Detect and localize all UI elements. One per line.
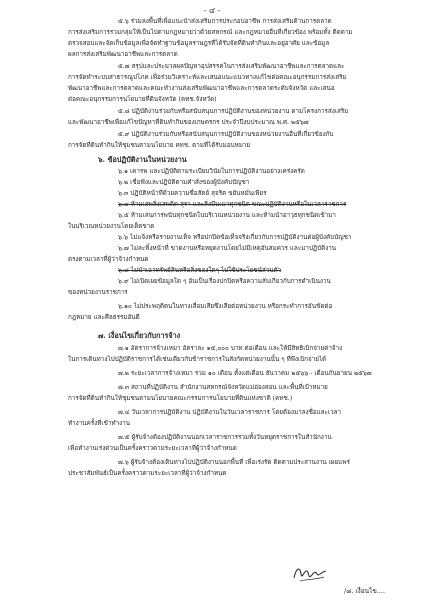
item-5-7-line-3: พัฒนาอาชีพและการตลาดและคณะทำงานส่งเสริมพัฒนาอาชีพและการตลาดระดับจังหวัด และเสนอ — [68, 85, 335, 92]
continued-note: /๘. เงื่อนไข.... — [344, 587, 386, 595]
item-7-5-line-1: ๗.๕ ผู้รับจ้างต้องปฏิบัติงานนอกเวลาราชการรวมทั้งวันหยุดราชการในสำนักงาน — [118, 434, 332, 441]
item-6-4: ๖.๔ ห้ามเสพสิ่งเสพติด สุรา และสิ่งมึนเมาทุกชนิด ขณะปฏิบัติงานหรือในเวลาราชการ — [118, 201, 347, 208]
item-7-4-line-1: ๗.๔ วันเวลาการปฏิบัติงาน ปฏิบัติงานในวันเวลาราชการ โดยต้องมาลงชื่อและเวลา — [118, 409, 342, 416]
item-7-6-line-1: ๗.๖ ผู้รับจ้างต้องเดินทางไปปฏิบัติงานนอกพื้นที่ เพื่อเร่งรัด ติดตามประสานงาน เผยแพร่ — [118, 459, 350, 466]
item-7-3-line-1: ๗.๓ สถานที่ปฏิบัติงาน สำนักงานสหกรณ์จังหวัดแม่ฮ่องสอน และพื้นที่เป้าหมาย — [118, 384, 328, 391]
page-number: - ๔ - — [203, 6, 221, 15]
item-5-6-line-4: ผลการส่งเสริมพัฒนาอาชีพและการตลาด — [68, 51, 178, 58]
item-7-4-line-2: ทำงานครั้งที่เข้าทำงาน — [68, 420, 131, 427]
signature — [290, 562, 330, 586]
item-6-5-line-2: ในบริเวณหน่วยงานโดยเด็ดขาด — [68, 223, 155, 230]
item-5-7-line-1: ๕.๗ สรุปและประมวลผลปัญหาอุปสรรคในการส่งเสริมพัฒนาอาชีพและการตลาดและ — [118, 63, 345, 70]
section-6-heading: ๖. ข้อปฏิบัติงานในหน่วยงาน — [98, 155, 187, 164]
item-6-7-line-1: ๖.๗ ไม่ละทิ้งหน้าที่ ขาดงานหรือหยุดงานโดยไม่มีเหตุอันสมควร และมาปฏิบัติงาน — [118, 245, 337, 252]
item-6-2: ๖.๒ เชื่อฟังและปฏิบัติตามคำสั่งของผู้บังคับบัญชา — [118, 179, 250, 186]
item-7-1-line-2: ในการเดินทางไปปฏิบัติราชการได้เช่นเดียวกับข้าราชการในสังกัดหน่วยงานนั้น ๆ ที่พึงเบิกจ่ายได้ — [68, 356, 327, 363]
item-7-2: ๗.๒ ระยะเวลาการจ้างเหมา รวม ๑๐ เดือน ตั้งแต่เดือน ธันวาคม ๒๕๖๖ - เดือนกันยายน ๒๕๖๗ — [118, 370, 372, 377]
item-6-10-line-1: ๖.๑๐ ไม่ประพฤติตนในทางเสื่อมเสียซึ่งเสียต่อหน่วยงาน หรือกระทำการอันขัดต่อ — [118, 303, 333, 310]
item-7-5-line-2: เพื่อทำงานเร่งด่วนเป็นครั้งคราวตามระยะเวลาที่ผู้ว่าจ้างกำหนด — [68, 445, 237, 452]
item-6-9-line-1: ๖.๙ ไม่เปิดเผยข้อมูลใด ๆ อันเป็นเรื่องปกปิดหรือความลับเกี่ยวกับการดำเนินงาน — [118, 278, 331, 285]
item-6-10-line-2: กฎหมาย และศีลธรรมอันดี — [68, 314, 140, 321]
item-5-6-line-3: ตรวจสอบและจัดเก็บข้อมูลเพื่อจัดทำฐานข้อมูลราษฎรที่ได้รับจัดที่ดินทำกินและอยู่อาศัย และข้อมูล — [68, 40, 330, 47]
item-7-3-line-2: การจัดที่ดินทำกินให้ชุมชนตามนโยบายคณะกรรมการนโยบายที่ดินแห่งชาติ (คทช.) — [68, 395, 293, 402]
item-5-9-line-2: การจัดที่ดินทำกินให้ชุมชนตามนโยบาย คทช. ตามที่ได้รับมอบหมาย — [68, 142, 251, 149]
section-7-heading: ๗. เงื่อนไขเกี่ยวกับการจ้าง — [98, 331, 181, 340]
item-6-1: ๖.๑ เคารพ และปฏิบัติตามระเบียบวินัยในการปฏิบัติงานอย่างเคร่งครัด — [118, 168, 305, 175]
item-5-6-line-1: ๕.๖ ร่วมลงพื้นที่เพื่อแนะนำส่งเสริมการประกอบอาชีพ การส่งเสริมด้านการตลาด — [118, 18, 332, 25]
item-5-7-line-4: ต่อคณะอนุกรรมการนโยบายที่ดินจังหวัด (คทช.จังหวัด) — [68, 96, 217, 103]
item-6-3: ๖.๓ ปฏิบัติหน้าที่ด้วยความซื่อสัตย์ สุจริต ขยันหมั่นเพียร — [118, 190, 267, 197]
item-6-9-line-2: ของหน่วยงานราชการ — [68, 289, 128, 296]
item-6-6: ๖.๖ ไม่แจ้งหรือรายงานเท็จ หรือปกปิดข้อเท็จจริงเกี่ยวกับการปฏิบัติงานต่อผู้บังคับบัญชา — [118, 234, 352, 241]
item-6-5-line-1: ๖.๕ ห้ามเล่นการพนันทุกชนิดในบริเวณหน่วยงาน และห้ามนำอาวุธทุกชนิดเข้ามา — [118, 212, 336, 219]
item-5-7-line-2: การจัดทำระบบสาธารณูปโภค เพื่อร่วมวิเคราะห์และเสนอแนะแนวทางแก้ไขต่อคณะอนุกรรมการส่งเสริม — [68, 74, 347, 81]
item-5-6-line-2: การส่งเสริมการรวมกลุ่มให้เป็นไปตามกฎหมายว่าด้วยสหกรณ์ และกฎหมายอื่นที่เกี่ยวข้อง พร้อมทั้ง ติดตาม — [68, 29, 353, 36]
item-6-7-line-2: ตรงตามเวลาที่ผู้ว่าจ้างกำหนด — [68, 256, 149, 263]
item-5-8-line-2: และพัฒนาอาชีพเพื่อแก้ไขปัญหาที่ดินทำกินของเกษตรกร ประจำปีงบประมาณ พ.ศ. ๒๕๖๗ — [68, 119, 309, 126]
item-5-8-line-1: ๕.๘ ปฏิบัติงานร่วมกับหรือสนับสนุนการปฏิบัติงานของหน่วยงาน ตามโครงการส่งเสริม — [118, 108, 349, 115]
item-7-6-line-2: ประชาสัมพันธ์เป็นครั้งคราวตามระยะเวลาที่ผู้ว่าจ้างกำหนด — [68, 470, 227, 477]
item-7-1-line-1: ๗.๑ อัตราการจ้างเหมา อัตราละ ๑๕,๐๐๐ บาท ต่อเดือน และให้มีสิทธิเบิกจ่ายค่าจ้าง — [118, 345, 343, 352]
item-6-8: ๖.๘ ไม่นำเอาทรัพย์สินหรือสิ่งของใดๆ ไปใช้ประโยชน์ส่วนตัว — [118, 267, 282, 274]
item-5-9-line-1: ๕.๙ ปฏิบัติงานร่วมกับหรือสนับสนุนการปฏิบัติงานของหน่วยงานอื่นที่เกี่ยวข้องกับ — [118, 131, 334, 138]
